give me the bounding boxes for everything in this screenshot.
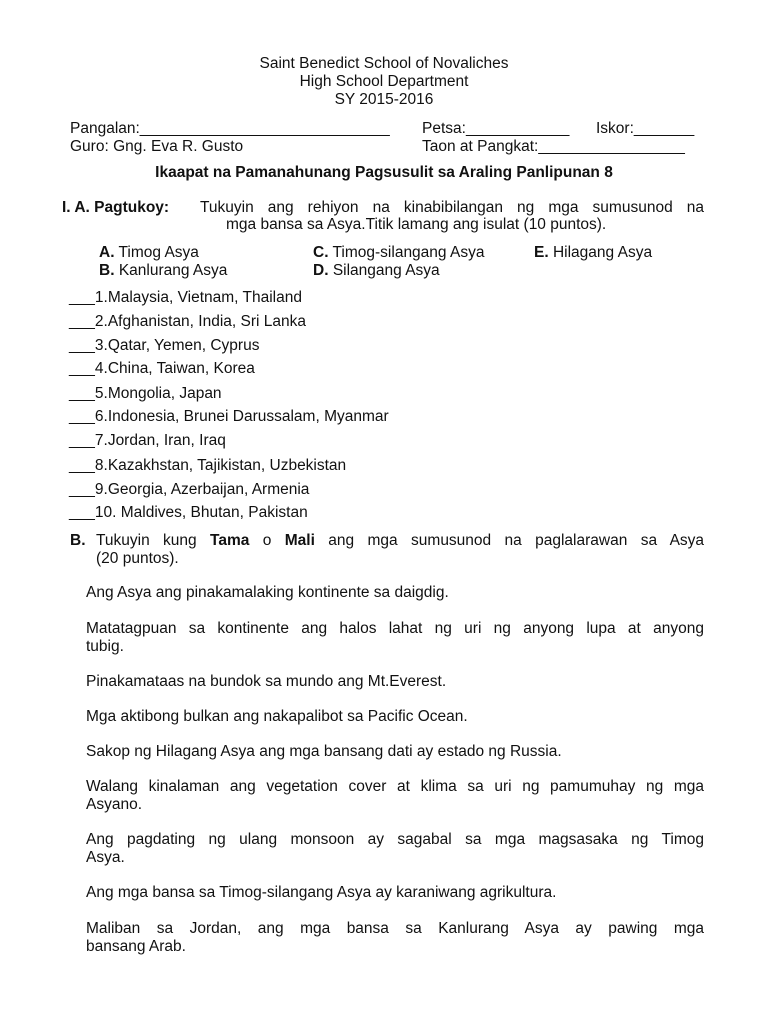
part-a-label: I. A. Pagtukoy: (62, 199, 170, 216)
statement-4: Mga aktibong bulkan ang nakapalibot sa Pacific Ocean. (86, 708, 468, 725)
list-item: ___1.Malaysia, Vietnam, Thailand (69, 289, 302, 306)
list-item: ___9.Georgia, Azerbaijan, Armenia (69, 481, 310, 498)
answer-blank[interactable]: ___ (69, 313, 95, 330)
list-item: ___7.Jordan, Iran, Iraq (69, 432, 226, 449)
choice-c: C. Timog-silangang Asya (313, 244, 485, 261)
answer-blank[interactable]: ___ (69, 408, 95, 425)
statement-8: Ang mga bansa sa Timog-silangang Asya ay karaniwang agrikultura. (86, 884, 557, 901)
statement-3: Pinakamataas na bundok sa mundo ang Mt.Everest. (86, 673, 447, 690)
part-b-instruction-line2: (20 puntos). (96, 550, 179, 567)
answer-blank[interactable]: ___ (69, 481, 95, 498)
answer-blank[interactable]: ___ (69, 289, 95, 306)
answer-blank[interactable]: ___ (69, 385, 95, 402)
grade-section-field[interactable]: Taon at Pangkat:_________________ (422, 138, 685, 155)
list-item: ___10. Maldives, Bhutan, Pakistan (69, 504, 308, 521)
statement-6-line1: Walang kinalaman ang vegetation cover at klima sa uri ng pamumuhay ng mga (86, 778, 704, 795)
statement-6-line2: Asyano. (86, 796, 143, 813)
part-a-instruction-line1: Tukuyin ang rehiyon na kinabibilangan ng mga sumusunod na (200, 199, 704, 216)
name-field[interactable]: Pangalan:_____________________________ (70, 120, 390, 137)
statement-9-line1: Maliban sa Jordan, ang mga bansa sa Kanlurang Asya ay pawing mga (86, 920, 704, 937)
choice-d: D. Silangang Asya (313, 262, 440, 279)
exam-title: Ikaapat na Pamanahunang Pagsusulit sa Araling Panlipunan 8 (155, 164, 613, 181)
part-b-instruction-line1: Tukuyin kung Tama o Mali ang mga sumusunod na paglalarawan sa Asya (96, 532, 705, 549)
teacher-field: Guro: Gng. Eva R. Gusto (70, 138, 244, 155)
list-item: ___5.Mongolia, Japan (69, 385, 222, 402)
school-year: SY 2015-2016 (334, 91, 434, 108)
department: High School Department (299, 73, 469, 90)
date-field[interactable]: Petsa:____________ (422, 120, 570, 137)
list-item: ___6.Indonesia, Brunei Darussalam, Myanmar (69, 408, 389, 425)
list-item: ___2.Afghanistan, India, Sri Lanka (69, 313, 306, 330)
answer-blank[interactable]: ___ (69, 360, 95, 377)
school-name: Saint Benedict School of Novaliches (259, 55, 509, 72)
statement-7-line2: Asya. (86, 849, 125, 866)
part-a-instruction-line2: mga bansa sa Asya.Titik lamang ang isulat (10 puntos). (226, 216, 607, 233)
statement-1: Ang Asya ang pinakamalaking kontinente sa daigdig. (86, 584, 449, 601)
list-item: ___3.Qatar, Yemen, Cyprus (69, 337, 260, 354)
statement-9-line2: bansang Arab. (86, 938, 186, 955)
answer-blank[interactable]: ___ (69, 337, 95, 354)
choice-a: A. Timog Asya (99, 244, 199, 261)
answer-blank[interactable]: ___ (69, 432, 95, 449)
list-item: ___8.Kazakhstan, Tajikistan, Uzbekistan (69, 457, 347, 474)
score-field[interactable]: Iskor:_______ (596, 120, 695, 137)
answer-blank[interactable]: ___ (69, 457, 95, 474)
statement-5: Sakop ng Hilagang Asya ang mga bansang dati ay estado ng Russia. (86, 743, 562, 760)
choice-e: E. Hilagang Asya (534, 244, 653, 261)
statement-7-line1: Ang pagdating ng ulang monsoon ay sagabal sa mga magsasaka ng Timog (86, 831, 704, 848)
list-item: ___4.China, Taiwan, Korea (69, 360, 255, 377)
answer-blank[interactable]: ___ (69, 504, 95, 521)
part-b-label: B. (70, 532, 86, 549)
statement-2-line2: tubig. (86, 638, 124, 655)
statement-2-line1: Matatagpuan sa kontinente ang halos lahat ng uri ng anyong lupa at anyong (86, 620, 704, 637)
choice-b: B. Kanlurang Asya (99, 262, 228, 279)
